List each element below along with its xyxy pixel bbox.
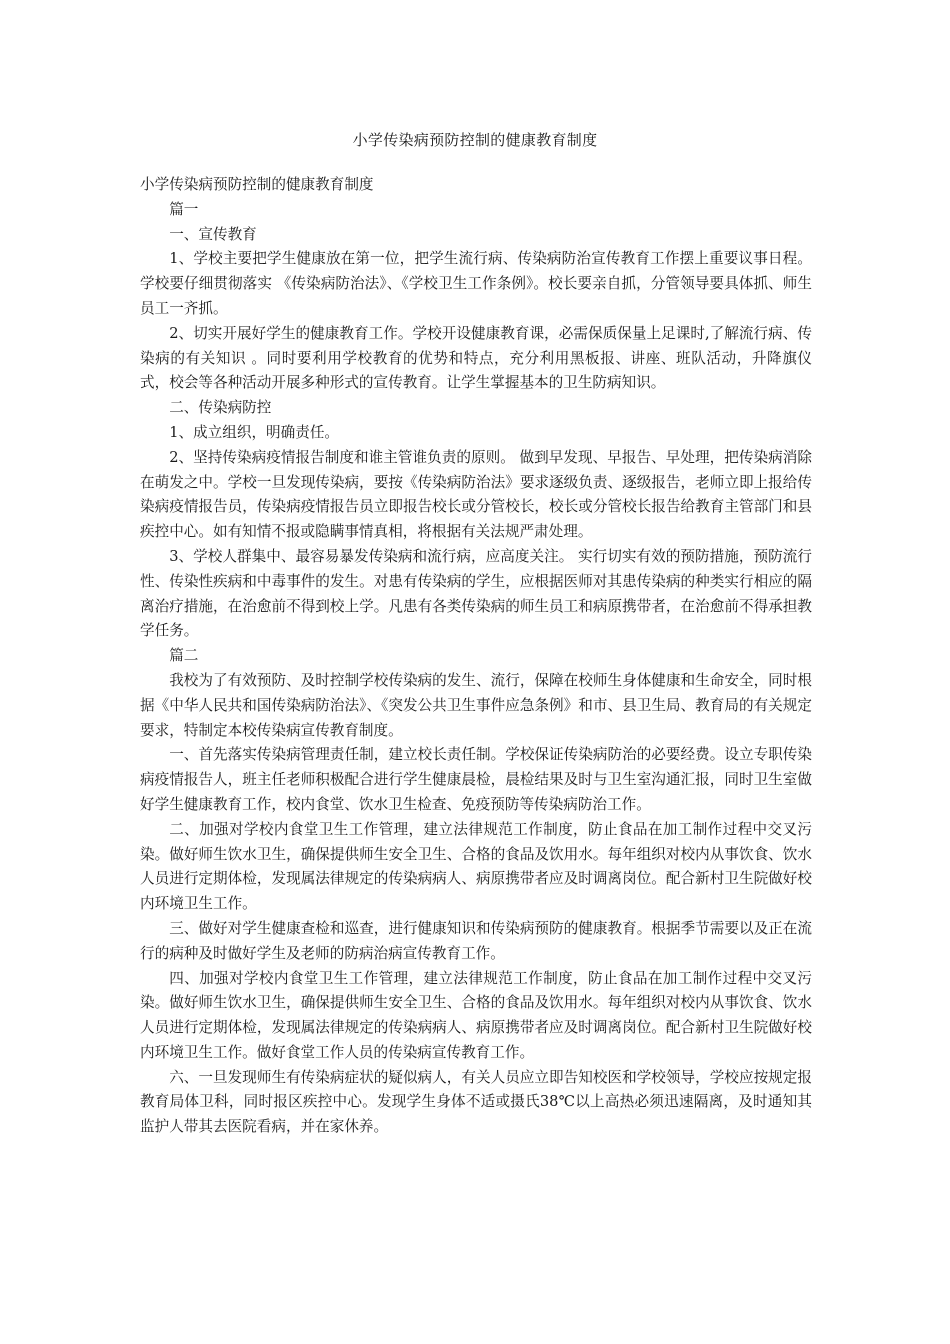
document-paragraph: 1、成立组织，明确责任。: [169, 423, 340, 441]
document-paragraph: 三、做好对学生健康查检和巡查，进行健康知识和传染病预防的健康教育。根据季节需要以及正在流行的病种及时做好学生及老师的防病治病宣传教育工作。: [140, 919, 812, 962]
document-paragraph: 一、宣传教育: [169, 225, 257, 243]
document-body: [140, 173, 812, 1140]
section-heading: 小学传染病预防控制的健康教育制度: [140, 176, 374, 193]
document-title: 小学传染病预防控制的健康教育制度: [352, 131, 598, 149]
document-paragraph: 1、学校主要把学生健康放在第一位，把学生流行病、传染病防治宣传教育工作摆上重要议事日程。学校要仔细贯彻落实 《传染病防治法》、《学校卫生工作条例》。校长要亲自抓，分管领导要具体抓、师生员工一齐抓。: [140, 250, 812, 317]
document-paragraph: 二、加强对学校内食堂卫生工作管理，建立法律规范工作制度，防止食品在加工制作过程中交叉污染。做好师生饮水卫生，确保提供师生安全卫生、合格的食品及饮用水。每年组织对校内从事饮食、饮水人员进行定期体检，发现属法律规定的传染病病人、病原携带者应及时调离岗位。配合新村卫生院做好校内环境卫生工作。: [140, 820, 812, 913]
document-paragraph: 我校为了有效预防、及时控制学校传染病的发生、流行，保障在校师生身体健康和生命安全，同时根据《中华人民共和国传染病防治法》、《突发公共卫生事件应急条例》和市、县卫生局、教育局的有关规定要求，特制定本校传染病宣传教育制度。: [140, 671, 812, 739]
document-paragraph: 2、切实开展好学生的健康教育工作。学校开设健康教育课，必需保质保量上足课时,了解流行病、传染病的有关知识 。同时要利用学校教育的优势和特点，充分利用黑板报、讲座、班队活动，升降旗仪式，校会等各种活动开展多种形式的宣传教育。让学生掌握基本的卫生防病知识。: [140, 324, 812, 392]
document-paragraph: 3、学校人群集中、最容易暴发传染病和流行病，应高度关注。 实行切实有效的预防措施，预防流行性、传染性疾病和中毒事件的发生。对患有传染病的学生，应根据医师对其患传染病的种类实行相应的隔离治疗措施，在治愈前不得到校上学。凡患有各类传染病的师生员工和病原携带者，在治愈前不得承担教学任务。: [140, 547, 812, 640]
document-paragraph: 2、坚持传染病疫情报告制度和谁主管谁负责的原则。 做到早发现、早报告、早处理，把传染病消除在萌发之中。学校一旦发现传染病，要按《传染病防治法》要求逐级负责、逐级报告，老师立即上报给传染病疫情报告员，传染病疫情报告员立即报告校长或分管校长，校长或分管校长报告给教育主管部门和县疾控中心。如有知情不报或隐瞒事情真相，将根据有关法规严肃处理。: [140, 448, 812, 541]
document-paragraph: 四、加强对学校内食堂卫生工作管理，建立法律规范工作制度，防止食品在加工制作过程中交叉污染。做好师生饮水卫生，确保提供师生安全卫生、合格的食品及饮用水。每年组织对校内从事饮食、饮水人员进行定期体检，发现属法律规定的传染病病人、病原携带者应及时调离岗位。配合新村卫生院做好校内环境卫生工作。做好食堂工作人员的传染病宣传教育工作。: [140, 969, 812, 1061]
document-paragraph: 篇二: [169, 647, 199, 665]
document-paragraph: 篇一: [169, 200, 199, 218]
document-paragraph: 一、首先落实传染病管理责任制，建立校长责任制。学校保证传染病防治的必要经费。设立专职传染病疫情报告人，班主任老师积极配合进行学生健康晨检，晨检结果及时与卫生室沟通汇报，同时卫生室做好学生健康教育工作，校内食堂、饮水卫生检查、免疫预防等传染病防治工作。: [140, 746, 812, 813]
document-paragraph: 六、一旦发现师生有传染病症状的疑似病人，有关人员应立即告知校医和学校领导，学校应按规定报教育局体卫科，同时报区疾控中心。发现学生身体不适或摄氏38℃以上高热必须迅速隔离，及时通知其监护人带其去医院看病，并在家休养。: [140, 1068, 812, 1136]
document-paragraph: 二、传染病防控: [169, 399, 272, 417]
